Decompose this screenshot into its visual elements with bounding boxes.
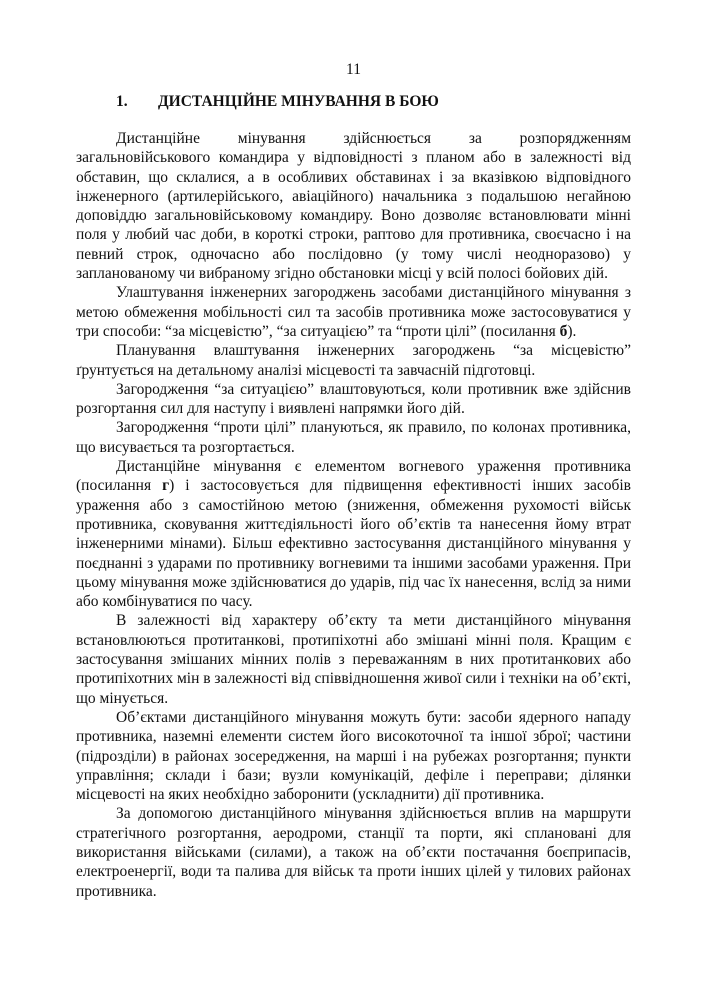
paragraph-text: Планування влаштування інженерних загороджень “за місцевістю” ґрунтується на детальному аналізі місцевості та завчасній підготовці.: [76, 342, 631, 379]
paragraph-situation: [76, 380, 631, 419]
body-text: [76, 129, 631, 901]
paragraph-intro: [76, 129, 631, 283]
paragraph-minefield-types: [76, 611, 631, 707]
paragraph-fire-element: [76, 457, 631, 611]
paragraph-text: Улаштування інженерних загороджень засобами дистанційного мінування з метою обмеження мобільності сил та засобів противника може застосовуватися у три способи: “за місцевістю”, “за ситуацією” та “проти цілі” (посилання: [76, 284, 631, 340]
paragraph-methods: [76, 283, 631, 341]
paragraph-text: Об’єктами дистанційного мінування можуть бути: засоби ядерного нападу противника, наземні елементи систем його високоточної та іншої зброї; частини (підрозділи) в районах зосередження, на марші і на рубежах розгортання; пункти управління; склади і бази; вузли комунікацій, дефіле і переправи; ділянки місцевості на яких необхідно заборонити (ускладнити) дії противника.: [76, 708, 631, 804]
paragraph-text: Дистанційне мінування здійснюється за розпорядженням загальновійськового командира у відповідності з планом або в залежності від обставин, що склалися, а в особливих обставинах і за вказівкою відповідного інженерного (артилерійського, авіаційного) начальника з подальшою негайною доповіддю загальновійськовому командиру. Воно дозволяє встановлювати мінні поля у любий час доби, в короткі строки, раптово для противника, своєчасно і на певний строк, одночасно або послідовно (у тому числі неодноразово) у запланованому чи вибраному згідно обстановки місці у всій полосі бойових дій.: [76, 130, 631, 283]
page-number: 11: [346, 61, 361, 78]
paragraph-terrain: [76, 341, 631, 380]
section-number: 1.: [116, 93, 128, 110]
paragraph-text-tail: ) і застосовується для підвищення ефективності інших засобів ураження або з самостійною метою (зниження, обмеження рухомості військ противника, сковування життєдіяльності його об’єктів та нанесення йому втрат інженерними мінами). Більш ефективно застосування дистанційного мінування у поєднанні з ударами по противнику вогневими та іншими засобами ураження. При цьому мінування може здійснюватися до ударів, під час їх нанесення, вслід за ними або комбінуватися по часу.: [76, 477, 631, 611]
paragraph-text-tail: ).: [567, 322, 577, 340]
paragraph-target: [76, 418, 631, 457]
paragraph-text: Загородження “проти цілі” плануються, як правило, по колонах противника, що висувається та розгортається.: [76, 419, 631, 456]
paragraph-text: В залежності від характеру об’єкту та мети дистанційного мінування встановлюються протитанкові, протипіхотні або змішані мінні поля. Кращим є застосування змішаних мінних полів з переважанням в них протитанкових або протипіхотних мін в залежності від співвідношення живої сили і техніки на об’єкті, що мінується.: [76, 612, 632, 707]
paragraph-strategic: [76, 804, 631, 900]
reference-letter: б: [559, 322, 568, 340]
paragraph-text: Дистанційне мінування є елементом вогневого ураження противника (посилання: [76, 458, 631, 495]
section-heading: [116, 93, 439, 111]
paragraph-text: Загородження “за ситуацією” влаштовуються, коли противник вже здійснив розгортання сил для наступу і виявлені напрямки його дій.: [76, 380, 631, 418]
paragraph-text: За допомогою дистанційного мінування здійснюється вплив на маршрути стратегічного розгортання, аеродроми, станції та порти, які сплановані для використання військами (силами), а також на об’єкти постачання боєприпасів, електроенергії, води та палива для військ та проти інших цілей у тилових районах противника.: [76, 805, 631, 900]
paragraph-objects: [76, 708, 631, 804]
section-title: ДИСТАНЦІЙНЕ МІНУВАННЯ В БОЮ: [158, 93, 439, 110]
reference-letter: г: [162, 477, 170, 495]
